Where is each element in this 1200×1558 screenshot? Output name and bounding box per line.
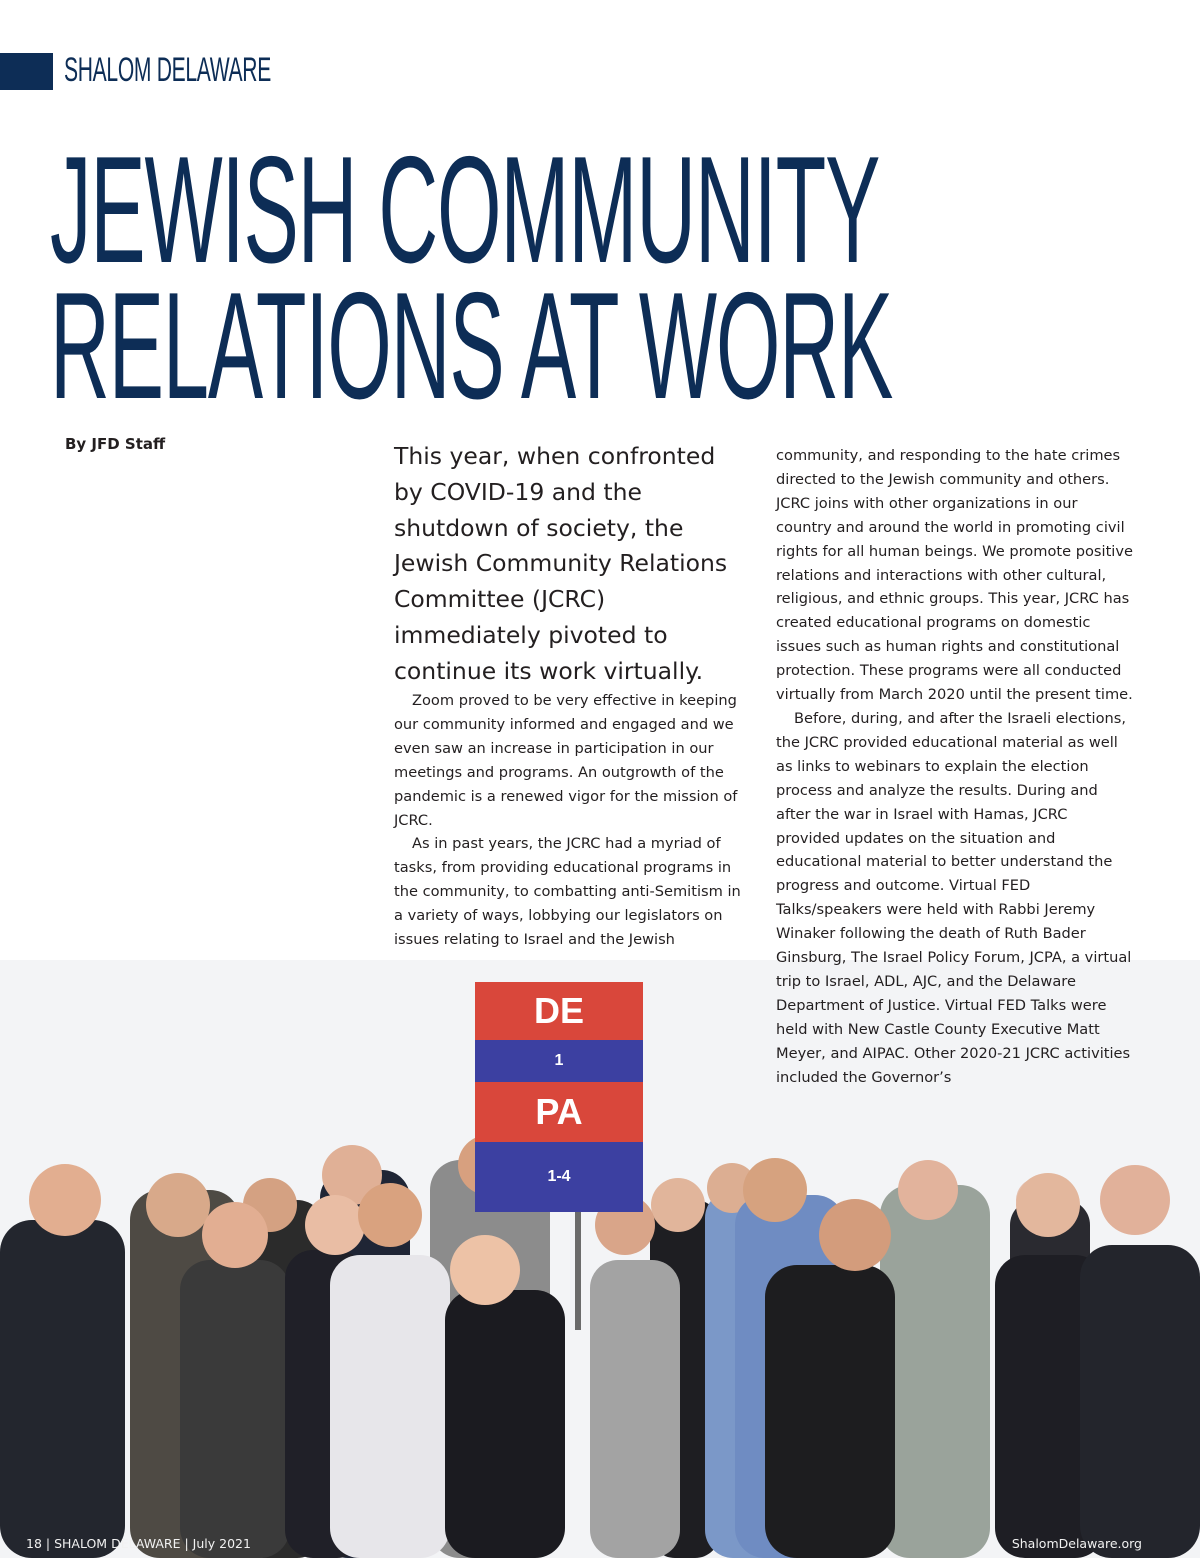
paragraph: Zoom proved to be very effective in keeping our community informed and engaged and we even saw an increase in participation in our meetings and programs. An outgrowth of the pandemic is a renewed vigor for the mission of JCRC. (394, 692, 738, 829)
sign-label-de-number: 1 (475, 1040, 643, 1082)
sign-label-pa: PA (475, 1082, 643, 1142)
paragraph: Before, during, and after the Israeli elections, the JCRC provided educational material as well as links to webinars to explain the election process and analyze the results. During and after the war in Israel with Hamas, JCRC provided updates on the situation and educational material to better understand the progress and outcome. Virtual FED Talks/speakers were held with Rabbi Jeremy Winaker following the death of Ruth Bader Ginsburg, The Israel Policy Forum, JCPA, a virtual trip to Israel, ADL, AJC, and the Delaware Department of Justice. Virtual FED Talks were held with New Castle County Executive Matt Meyer, and AIPAC. Other 2020-21 JCRC activities included the Governor’s (776, 709, 1132, 1086)
sign-label-de: DE (475, 982, 643, 1040)
section-label: SHALOM DELAWARE (64, 51, 271, 89)
delegation-sign (475, 982, 643, 1212)
headline-line-1: JEWISH COMMUNITY (50, 125, 880, 295)
lede-paragraph: This year, when confronted by COVID-19 and the shutdown of society, the Jewish Community Relations Committee (JCRC) immediately pivoted to continue its work virtually. (394, 442, 728, 685)
section-color-bar (0, 53, 53, 90)
paragraph: As in past years, the JCRC had a myriad of tasks, from providing educational programs in the community, to combatting anti-Semitism in a variety of ways, lobbying our legislators on issues relating to Israel and the Jewish (394, 835, 741, 949)
footer-folio: 18 | SHALOM DELAWARE | July 2021 (26, 1536, 251, 1551)
sign-label-pa-number: 1-4 (475, 1142, 643, 1212)
headline-line-2: RELATIONS AT WORK (50, 261, 893, 431)
footer-website: ShalomDelaware.org (1011, 1536, 1142, 1551)
article-headline (50, 125, 893, 431)
body-column-1 (394, 689, 749, 952)
paragraph: community, and responding to the hate crimes directed to the Jewish community and others. JCRC joins with other organizations in our country and around the world in promoting civil rights for all human beings. We promote positive relations and interactions with other cultural, religious, and ethnic groups. This year, JCRC has created educational programs on domestic issues such as human rights and constitutional protection. These programs were all conducted virtually from March 2020 until the present time. (776, 447, 1133, 704)
body-column-2 (776, 444, 1136, 1089)
sign-pole (575, 1210, 581, 1330)
byline: By JFD Staff (65, 435, 166, 453)
